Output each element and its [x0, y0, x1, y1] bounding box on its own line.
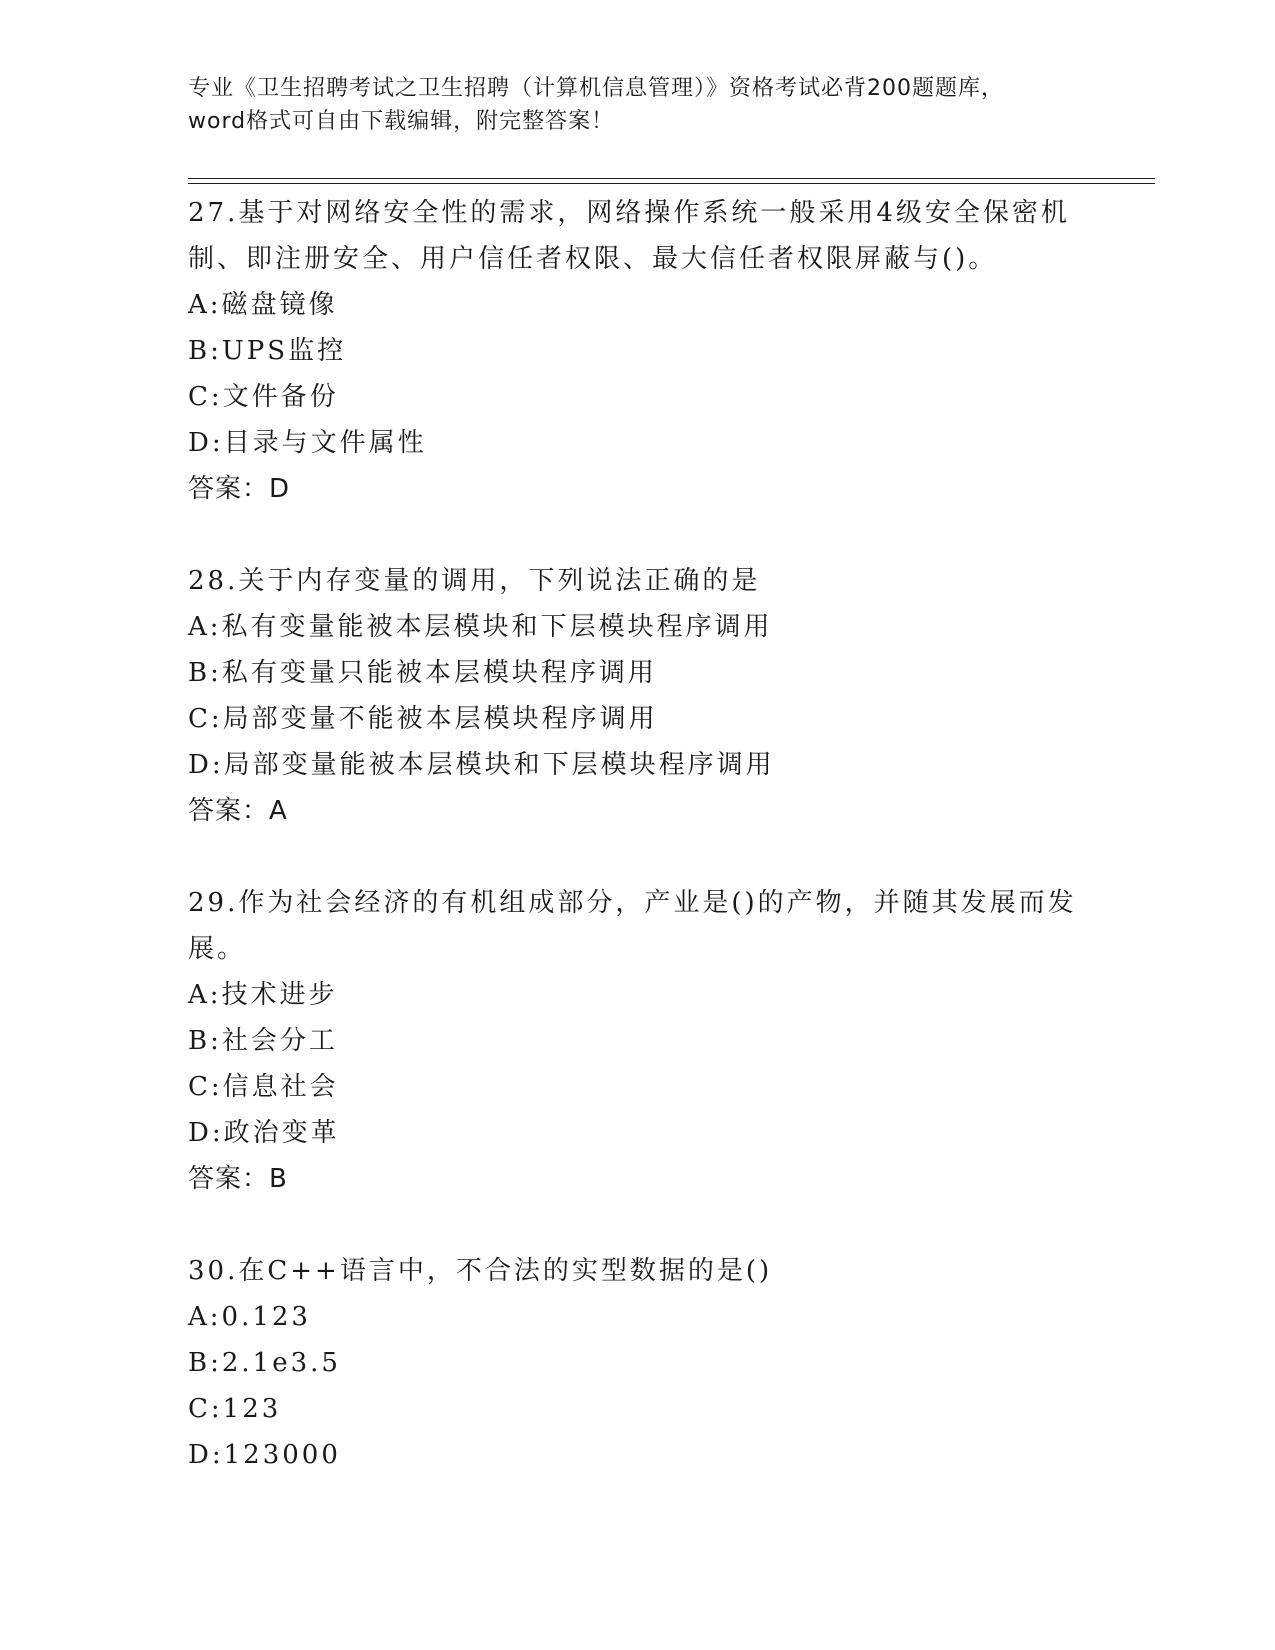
option-a: A:私有变量能被本层模块和下层模块程序调用	[188, 612, 773, 642]
option-a: A:技术进步	[188, 980, 338, 1010]
header-line-1: 专业《卫生招聘考试之卫生招聘（计算机信息管理）》资格考试必背200题题库，	[188, 76, 1004, 101]
option-d: D:目录与文件属性	[188, 428, 427, 458]
header-line-2: word格式可自由下载编辑，附完整答案！	[188, 109, 615, 134]
option-a: A:0.123	[188, 1302, 311, 1332]
document-header	[188, 72, 1088, 138]
option-c: C:文件备份	[188, 382, 339, 412]
header-divider-bottom	[188, 183, 1155, 184]
option-b: B:社会分工	[188, 1026, 338, 1056]
question-stem-continued: 展。	[188, 934, 247, 964]
question-list	[188, 190, 1088, 1478]
answer-text: 答案：A	[188, 796, 288, 826]
option-b: B:UPS监控	[188, 336, 347, 366]
question-29	[188, 880, 1088, 1202]
option-a: A:磁盘镜像	[188, 290, 338, 320]
header-divider-top	[188, 178, 1155, 179]
answer-text: 答案：D	[188, 474, 291, 504]
question-stem: 28.关于内存变量的调用，下列说法正确的是	[188, 566, 761, 596]
option-b: B:私有变量只能被本层模块程序调用	[188, 658, 657, 688]
question-stem: 27.基于对网络安全性的需求，网络操作系统一般采用4级安全保密机	[188, 198, 1070, 228]
option-d: D:局部变量能被本层模块和下层模块程序调用	[188, 750, 775, 780]
question-stem-continued: 制、即注册安全、用户信任者权限、最大信任者权限屏蔽与()。	[188, 244, 998, 274]
option-d: D:123000	[188, 1440, 341, 1470]
option-b: B:2.1e3.5	[188, 1348, 341, 1378]
option-c: C:局部变量不能被本层模块程序调用	[188, 704, 658, 734]
question-stem: 30.在C++语言中，不合法的实型数据的是()	[188, 1256, 773, 1286]
question-30	[188, 1248, 1088, 1478]
answer-text: 答案：B	[188, 1164, 288, 1194]
option-d: D:政治变革	[188, 1118, 340, 1148]
option-c: C:123	[188, 1394, 282, 1424]
question-28	[188, 558, 1088, 834]
option-c: C:信息社会	[188, 1072, 339, 1102]
question-27	[188, 190, 1088, 512]
question-stem: 29.作为社会经济的有机组成部分，产业是()的产物，并随其发展而发	[188, 888, 1077, 918]
